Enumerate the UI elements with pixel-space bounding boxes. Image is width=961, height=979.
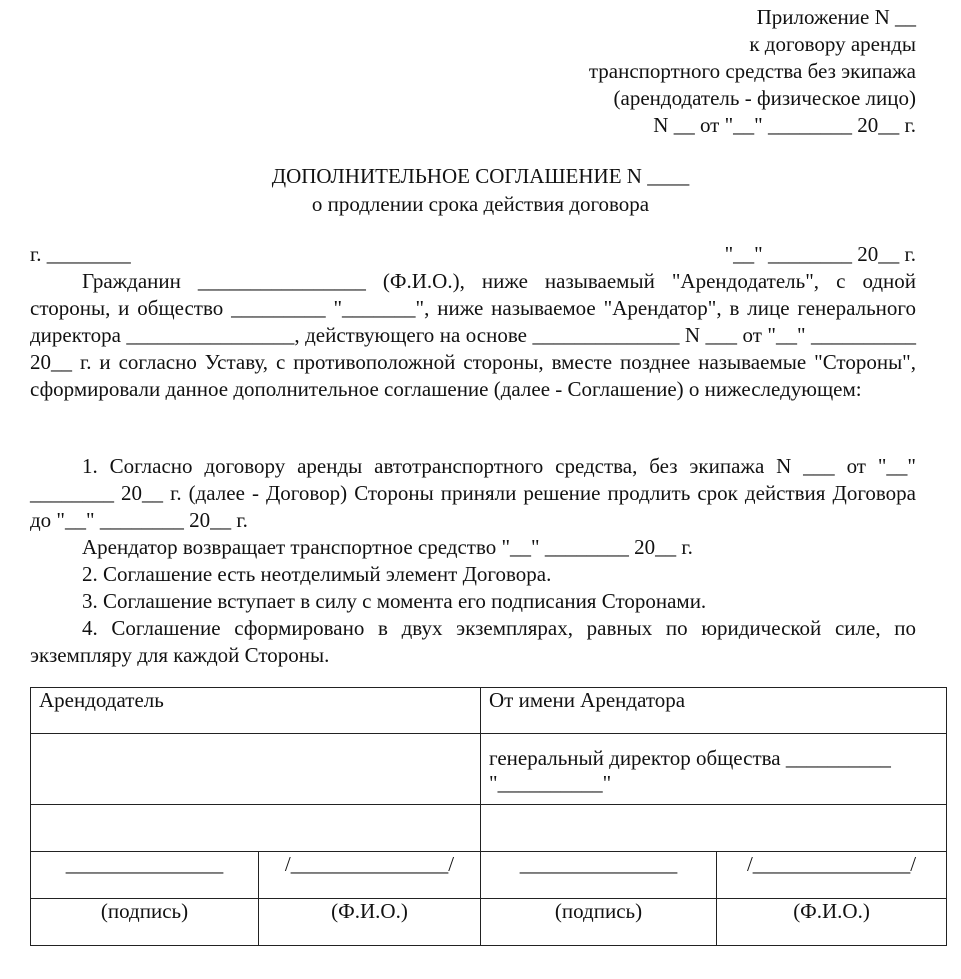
lessee-fio-caption: (Ф.И.О.) xyxy=(717,899,947,946)
director-line-1: генеральный директор общества __________ xyxy=(489,746,891,770)
annex-line-4: (арендодатель - физическое лицо) xyxy=(613,86,916,110)
annex-line-2: к договору аренды xyxy=(749,32,916,56)
document-subtitle: о продлении срока действия договора xyxy=(311,192,650,216)
clause-2: 2. Соглашение есть неотделимый элемент Договора. xyxy=(82,562,552,586)
lessee-director-cell xyxy=(481,734,947,805)
lessee-fio-line: /_______________/ xyxy=(717,852,947,899)
clauses xyxy=(30,453,916,669)
signature-table xyxy=(30,687,947,946)
preamble-text: Гражданин ________________ (Ф.И.О.), ниже называемый "Арендодатель", с одной стороны, и общество _________ "_______", ниже называемое "Арендатор", в лице генерального директора ________________, действующего на основе ______________ N ___ от "__" __________ 20__ г. и согласно Уставу, с противоположной стороны, вместе позднее называемые "Стороны", сформировали данное дополнительное соглашение (далее - Соглашение) о нижеследующем: xyxy=(30,269,916,401)
lessor-fio-line: /_______________/ xyxy=(259,852,481,899)
lessee-empty-cell xyxy=(481,805,947,852)
annex-line-1: Приложение N __ xyxy=(756,5,916,29)
lessee-signature-caption: (подпись) xyxy=(481,899,717,946)
lessee-header: От имени Арендатора xyxy=(481,688,947,734)
clause-1-return: Арендатор возвращает транспортное средство "__" ________ 20__ г. xyxy=(82,535,693,559)
date-field: "__" ________ 20__ г. xyxy=(724,242,916,266)
lessor-empty-cell xyxy=(31,805,481,852)
annex-line-3: транспортного средства без экипажа xyxy=(588,59,916,83)
lessor-signature-line: _______________ xyxy=(31,852,259,899)
place-date-line xyxy=(30,242,916,267)
clause-4: 4. Соглашение сформировано в двух экземплярах, равных по юридической силе, по экземпляру для каждой Стороны. xyxy=(30,616,916,667)
lessor-fio-caption: (Ф.И.О.) xyxy=(259,899,481,946)
lessor-header: Арендодатель xyxy=(31,688,481,734)
document-title: ДОПОЛНИТЕЛЬНОЕ СОГЛАШЕНИЕ N ____ xyxy=(271,164,690,188)
lessee-signature-line: _______________ xyxy=(481,852,717,899)
city-field: г. ________ xyxy=(30,242,131,266)
lessor-signature-caption: (подпись) xyxy=(31,899,259,946)
preamble xyxy=(30,268,916,403)
lessor-blank-cell xyxy=(31,734,481,805)
clause-3: 3. Соглашение вступает в силу с момента его подписания Сторонами. xyxy=(82,589,707,613)
director-line-2: "__________" xyxy=(489,771,612,795)
annex-header xyxy=(396,4,916,139)
clause-1: 1. Согласно договору аренды автотранспортного средства, без экипажа N ___ от "__" ________ 20__ г. (далее - Договор) Стороны приняли решение продлить срок действия Договора до "__" ________ 20__ г. xyxy=(30,454,916,532)
annex-line-5: N __ от "__" ________ 20__ г. xyxy=(653,113,916,137)
